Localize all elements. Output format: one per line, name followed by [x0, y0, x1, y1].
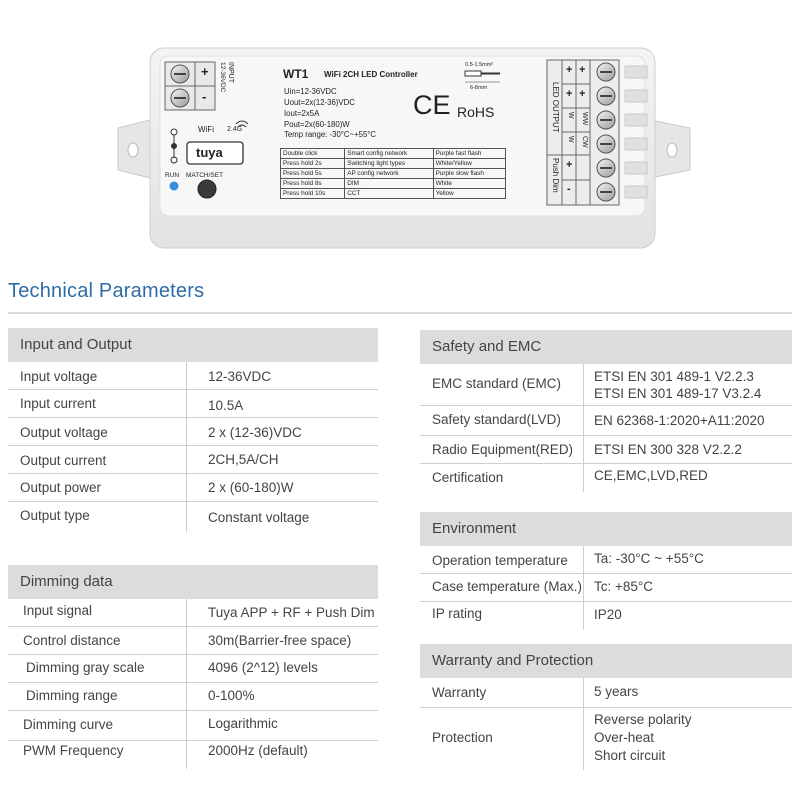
table-row: Press hold 5s AP config network Purple slow flash — [281, 169, 506, 179]
table-row: Press hold 2s Switching light types White/Yellow — [281, 159, 506, 169]
controller-housing — [0, 0, 800, 270]
input-label: INPUT — [227, 62, 234, 83]
terminal-label: W — [567, 136, 574, 143]
table-row: Input voltage 12-36VDC — [8, 362, 378, 390]
table-row: EMC standard (EMC) ETSI EN 301 489-1 V2.2.3 ETSI EN 301 489-17 V3.2.4 — [420, 364, 792, 406]
wire-spec-bottom: 6-8mm — [470, 85, 488, 91]
section-heading: Input and Output — [8, 328, 378, 362]
table-row: Dimming gray scale 4096 (2^12) levels — [8, 655, 378, 683]
terminal-label: + — [579, 88, 586, 100]
table-row: Press hold 8s DIM White — [281, 179, 506, 189]
model-name: WT1 — [283, 67, 309, 81]
run-led — [170, 182, 179, 191]
terminal-label: CW — [581, 136, 588, 148]
led-output-label: LED OUTPUT — [551, 82, 560, 133]
section-heading: Safety and EMC — [420, 330, 792, 364]
page-title: Technical Parameters — [8, 280, 205, 302]
table-row: Output power 2 x (60-180)W — [8, 474, 378, 502]
environment-section — [420, 512, 792, 630]
section-heading: Environment — [420, 512, 792, 546]
table-row: Input current 10.5A — [8, 390, 378, 418]
table-row: Case temperature (Max.) Tc: +85°C — [420, 574, 792, 602]
wifi-label: WiFi — [198, 125, 214, 134]
dimming-data-section — [8, 565, 378, 765]
table-row: Output current 2CH,5A/CH — [8, 446, 378, 474]
terminal-label: + — [579, 64, 586, 76]
table-row: Control distance 30m(Barrier-free space) — [8, 627, 378, 655]
table-row: Safety standard(LVD) EN 62368-1:2020+A11:2020 — [420, 406, 792, 436]
spec-line: Temp range: -30°C~+55°C — [284, 130, 377, 139]
spec-line: Iout=2x5A — [284, 109, 320, 118]
spec-line: Uin=12-36VDC — [284, 87, 337, 96]
product-name: WiFi 2CH LED Controller — [324, 70, 418, 79]
table-row: Warranty 5 years — [420, 678, 792, 708]
spec-line: Uout=2x(12-36)VDC — [284, 98, 355, 107]
table-row: Press hold 10s CCT Yellow — [281, 189, 506, 199]
terminal-label: + — [566, 159, 573, 171]
table-row: Protection Reverse polarity Over-heat Short circuit — [432, 712, 692, 763]
wifi-band-label: 2.4G — [227, 126, 243, 133]
table-row: Radio Equipment(RED) ETSI EN 300 328 V2.2.2 — [420, 436, 792, 464]
input-output-section — [8, 328, 378, 532]
section-heading: Warranty and Protection — [420, 644, 792, 678]
table-row: Output type Constant voltage — [20, 508, 310, 525]
table-row: Dimming curve Logarithmic — [8, 711, 378, 741]
terminal-label: + — [566, 64, 573, 76]
table-row: Output voltage 2 x (12-36)VDC — [8, 418, 378, 446]
wire-spec-top: 0.5-1.5mm² — [465, 62, 494, 68]
table-row: Dimming range 0-100% — [8, 683, 378, 711]
push-dim-label: Push Dim — [551, 158, 560, 193]
rohs-mark: RoHS — [457, 104, 495, 120]
section-heading: Dimming data — [8, 565, 378, 599]
table-row: Certification CE,EMC,LVD,RED — [432, 468, 708, 485]
ce-mark-icon: CE — [413, 90, 451, 120]
title-divider — [8, 312, 792, 314]
spec-line: Pout=2x(60-180)W — [284, 120, 350, 129]
input-plus-label: + — [201, 64, 209, 79]
terminal-label: WW — [581, 112, 588, 126]
tuya-brand-text: tuya — [196, 145, 223, 160]
table-row: PWM Frequency 2000Hz (default) — [23, 743, 308, 758]
table-row: Input signal Tuya APP + RF + Push Dim — [8, 599, 378, 627]
input-minus-label: - — [202, 89, 207, 104]
table-row: Double click Smart config network Purple fast flash — [281, 149, 506, 159]
table-row: IP rating IP20 — [432, 606, 622, 622]
terminal-label: - — [567, 183, 571, 195]
match-set-button[interactable] — [198, 180, 216, 198]
input-voltage-label: 12-36VDC — [219, 62, 226, 93]
terminal-label: + — [566, 88, 573, 100]
product-illustration — [0, 0, 800, 270]
warranty-protection-section — [420, 644, 792, 772]
run-label: RUN — [165, 172, 180, 179]
match-set-label: MATCH/SET — [186, 172, 224, 179]
terminal-label: W — [567, 112, 574, 119]
table-row: Operation temperature Ta: -30°C ~ +55°C — [420, 546, 792, 574]
button-command-table — [280, 148, 506, 199]
safety-emc-section — [420, 330, 792, 495]
